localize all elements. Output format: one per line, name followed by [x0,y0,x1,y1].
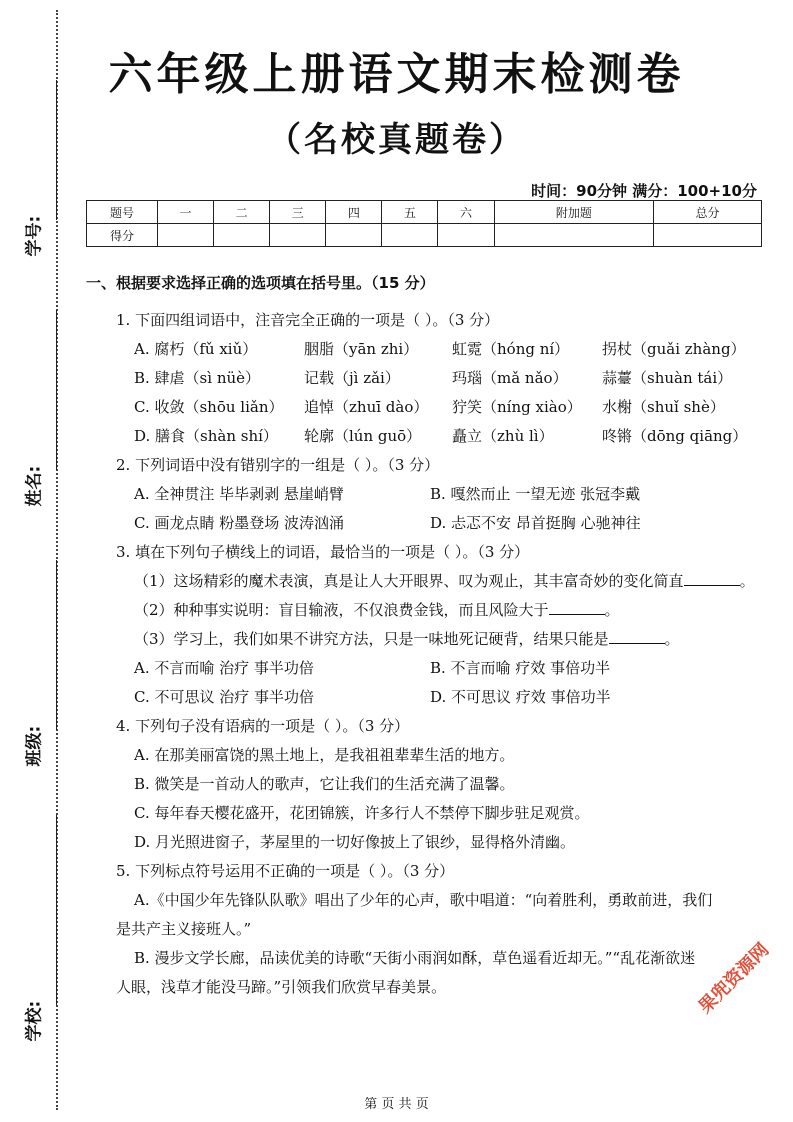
score-cell[interactable] [214,224,270,247]
q1-option-d-1: D. 膳食（shàn shí） [134,427,278,445]
table-header-cell: 六 [438,201,494,224]
school-line [56,815,57,1005]
q2-option-c: C. 画龙点睛 粉墨登场 波涛汹涌 [134,514,345,532]
page-subtitle: （名校真题卷） [267,120,526,160]
question-3-stem: 3. 填在下列句子横线上的词语，最恰当的一项是（ ）。（3 分） [116,543,530,561]
q2-option-d: D. 忐忑不安 昂首挺胸 心驰神往 [430,514,641,532]
page-title: 六年级上册语文期末检测卷 [108,49,685,100]
q1-option-b-3: 玛瑙（mǎ nǎo） [452,369,568,387]
table-header-cell: 五 [382,201,438,224]
q4-option-a: A. 在那美丽富饶的黑土地上，是我祖祖辈辈生活的地方。 [134,746,515,764]
q1-option-d-4: 咚锵（dōng qiāng） [602,427,748,445]
table-header-cell: 二 [214,201,270,224]
class-field[interactable] [18,560,48,780]
name-field[interactable] [18,310,48,520]
table-header-cell: 三 [270,201,326,224]
q1-option-b-2: 记载（jì zǎi） [304,369,400,387]
table-header-cell: 题号 [87,201,158,224]
student-id-field[interactable] [18,80,48,270]
time-score-info: 时间：90分钟 满分：100+10分 [531,182,757,200]
table-header-cell: 四 [326,201,382,224]
class-line [56,560,57,730]
score-cell[interactable] [438,224,494,247]
score-row-label: 得分 [87,224,158,247]
q3-sentence-3-text: （3）学习上，我们如果不讲究方法，只是一味地死记硬背，结果只能是 [134,630,609,648]
school-label: 学校: [24,1000,45,1042]
q3-option-b: B. 不言而喻 疗效 事倍功半 [430,659,611,677]
q3-sentence-1-text: （1）这场精彩的魔术表演，真是让人大开眼界、叹为观止，其丰富奇妙的变化简直 [134,572,684,590]
q1-option-c-1: C. 收敛（shōu liǎn） [134,398,284,416]
name-line [56,310,57,470]
question-5-stem: 5. 下列标点符号运用不正确的一项是（ ）。（3 分） [116,862,455,880]
watermark-logo: 果兜资源网 [694,939,774,1018]
table-header-cell: 一 [158,201,214,224]
q5-option-b-line-2: 人眼，浅草才能没马蹄。”引领我们欣赏早春美景。 [116,978,447,996]
q3-sentence-2-end: 。 [604,601,620,619]
q3-sentence-1-end: 。 [739,572,755,590]
table-header-cell: 附加题 [494,201,654,224]
q5-option-a-line-1: A.《中国少年先锋队队歌》唱出了少年的心声，歌中唱道：“向着胜利，勇敢前进，我们 [134,891,713,909]
question-2-stem: 2. 下列词语中没有错别字的一组是（ ）。（3 分） [116,456,440,474]
q1-option-a-2: 胭脂（yān zhi） [304,340,419,358]
score-cell[interactable] [326,224,382,247]
school-field[interactable] [18,815,48,1055]
score-cell[interactable] [382,224,438,247]
student-id-label: 学号: [24,215,45,257]
q1-option-c-2: 追悼（zhuī dào） [304,398,429,416]
q4-option-b: B. 微笑是一首动人的歌声，它让我们的生活充满了温馨。 [134,775,515,793]
q1-option-d-2: 轮廓（lún guō） [304,427,422,445]
question-4-stem: 4. 下列句子没有语病的一项是（ ）。（3 分） [116,717,410,735]
q3-sentence-1 [134,570,755,591]
q3-sentence-3-end: 。 [664,630,680,648]
q3-blank-1[interactable] [684,571,740,586]
table-header-cell: 总分 [654,201,762,224]
q1-option-c-3: 狞笑（níng xiào） [452,398,582,416]
q3-option-a: A. 不言而喻 治疗 事半功倍 [134,659,314,677]
q3-blank-2[interactable] [549,600,605,615]
score-cell[interactable] [270,224,326,247]
question-1-stem: 1. 下面四组词语中，注音完全正确的一项是（ ）。（3 分） [116,311,500,329]
q5-option-a-line-2: 是共产主义接班人。” [116,920,252,938]
q3-blank-3[interactable] [609,629,665,644]
section-1-title: 一、根据要求选择正确的选项填在括号里。（15 分） [86,274,435,292]
q3-option-d: D. 不可思议 疗效 事倍功半 [430,688,611,706]
q3-sentence-3 [134,628,680,649]
q4-option-d: D. 月光照进窗子，茅屋里的一切好像披上了银纱，显得格外清幽。 [134,833,576,851]
q2-option-a: A. 全神贯注 毕毕剥剥 悬崖峭臂 [134,485,344,503]
score-table-header-row [87,201,762,224]
score-cell[interactable] [654,224,762,247]
score-table [86,200,762,247]
q5-option-b-line-1: B. 漫步文学长廊，品读优美的诗歌“天街小雨润如酥，草色遥看近却无。”“乱花渐欲迷 [134,949,696,967]
q1-option-d-3: 矗立（zhù lì） [452,427,554,445]
name-label: 姓名: [24,465,45,507]
class-label: 班级: [24,725,45,767]
q1-option-b-1: B. 肆虐（sì nüè） [134,369,261,387]
q3-option-c: C. 不可思议 治疗 事半功倍 [134,688,315,706]
q1-option-a-4: 拐杖（guǎi zhàng） [602,340,746,358]
q3-sentence-2 [134,599,620,620]
score-table-score-row [87,224,762,247]
q1-option-a-1: A. 腐朽（fǔ xiǔ） [134,340,258,358]
q2-option-b: B. 嘎然而止 一望无迹 张冠李戴 [430,485,641,503]
q1-option-b-4: 蒜薹（shuàn tái） [602,369,733,387]
q4-option-c: C. 每年春天樱花盛开，花团锦簇，许多行人不禁停下脚步驻足观赏。 [134,804,590,822]
q3-sentence-2-text: （2）种种事实说明：盲目输液，不仅浪费金钱，而且风险大于 [134,601,549,619]
q1-option-c-4: 水榭（shuǐ shè） [602,398,725,416]
score-cell[interactable] [158,224,214,247]
page-footer: 第 页 共 页 [364,1097,429,1112]
score-cell[interactable] [494,224,654,247]
q1-option-a-3: 虹霓（hóng ní） [452,340,570,358]
